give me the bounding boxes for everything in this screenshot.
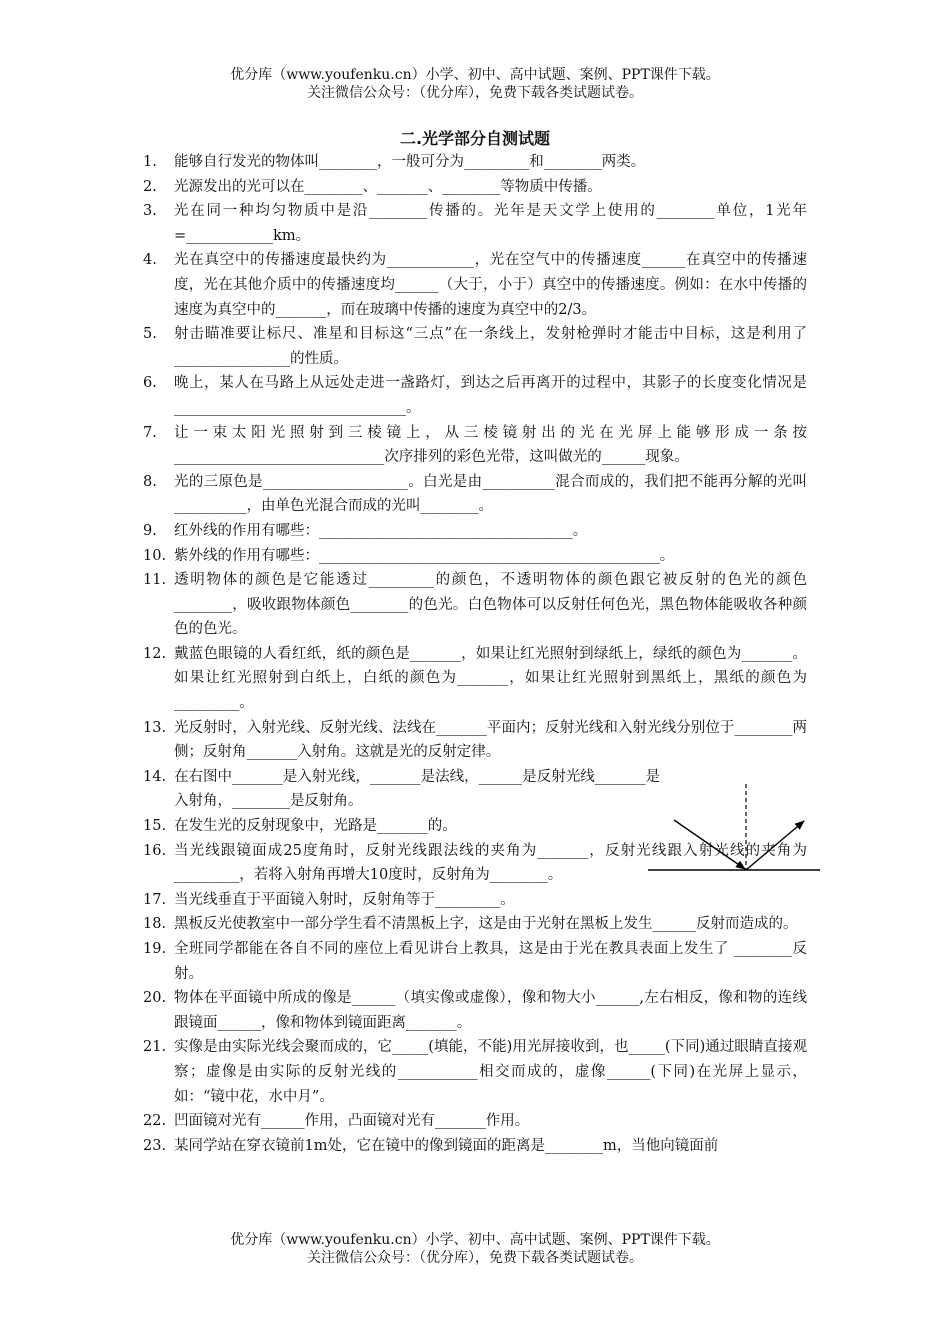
question-number: 11. xyxy=(143,572,167,589)
question-text: 光反射时，入射光线、反射光线、法线在_______平面内；反射光线和入射光线分别位于________两侧；反射角_______入射角。这就是光的反射定律。 xyxy=(174,719,807,761)
question-text: 在右图中_______是入射光线，_______是法线，______是反射光线_______是入射角，________是反射角。 xyxy=(174,768,660,810)
question-number: 18. xyxy=(143,916,167,933)
question-13 xyxy=(143,716,807,765)
question-7 xyxy=(143,421,807,470)
question-8 xyxy=(143,470,807,519)
question-number: 16. xyxy=(143,842,167,859)
question-text: 物体在平面镜中所成的像是______（填实像或虚像），像和物大小______,左右相反，像和物的连线跟镜面______，像和物体到镜面距离_______。 xyxy=(174,990,807,1031)
question-18 xyxy=(143,912,807,937)
question-text: 让一束太阳光照射到三棱镜上，从三棱镜射出的光在光屏上能够形成一条按_____________________________次序排列的彩色光带，这叫做光的______现象。 xyxy=(174,424,807,466)
page-header xyxy=(0,66,950,102)
question-4 xyxy=(143,248,807,322)
reflected-ray xyxy=(746,821,804,870)
question-text: 当光线垂直于平面镜入射时，反射角等于_________。 xyxy=(174,891,515,908)
question-text: 透明物体的颜色是它能透过_________的颜色，不透明物体的颜色跟它被反射的色光的颜色________，吸收跟物体颜色________的色光。白色物体可以反射任何色光，黑色物体能吸收各种颜色的色光。 xyxy=(174,572,807,638)
question-text: 光的三原色是____________________。白光是由__________混合而成的，我们把不能再分解的光叫__________，由单色光混合而成的光叫________。 xyxy=(174,473,807,515)
question-text: 凹面镜对光有______作用，凸面镜对光有_______作用。 xyxy=(174,1113,530,1130)
question-5 xyxy=(143,322,807,371)
question-12 xyxy=(143,642,807,716)
question-number: 3. xyxy=(143,203,157,220)
question-text: 射击瞄准要让标尺、准星和目标这“三点”在一条线上，发射枪弹时才能击中目标，这是利用了________________的性质。 xyxy=(174,326,807,367)
page-footer xyxy=(0,1231,950,1267)
header-line-1: 优分库（www.youfenku.cn）小学、初中、高中试题、案例、PPT课件下载。 xyxy=(230,67,720,83)
question-11 xyxy=(143,568,807,642)
question-2 xyxy=(143,175,807,200)
question-number: 12. xyxy=(143,645,167,662)
question-number: 9. xyxy=(143,522,157,539)
question-text: 红外线的作用有哪些：___________________________________。 xyxy=(174,522,588,539)
question-text: 紫外线的作用有哪些：_______________________________________________。 xyxy=(174,547,675,564)
question-text: 实像是由实际光线会聚而成的，它_____(填能，不能)用光屏接收到，也_____(下同)通过眼睛直接观察；虚像是由实际的反射光线的___________相交而成的，虚像______(下同)在光屏上显示，如：“镜中花，水中月”。 xyxy=(174,1039,807,1105)
question-number: 20. xyxy=(143,990,167,1007)
question-text: 光源发出的光可以在________、_______、________等物质中传播。 xyxy=(174,178,602,195)
question-text: 能够自行发光的物体叫________，一般可分为_________和________两类。 xyxy=(174,154,646,170)
question-text: 全班同学都能在各自不同的座位上看见讲台上教具，这是由于光在教具表面上发生了 ________反射。 xyxy=(174,941,807,982)
question-number: 8. xyxy=(143,473,157,490)
question-number: 13. xyxy=(143,719,167,736)
question-number: 19. xyxy=(143,941,167,957)
question-number: 10. xyxy=(143,547,167,564)
question-19 xyxy=(143,937,807,986)
question-text: 当光线跟镜面成25度角时，反射光线跟法线的夹角为_______，反射光线跟入射光线的夹角为_________，若将入射角再增大10度时，反射角为________。 xyxy=(174,842,807,884)
question-text: 光在真空中的传播速度最快约为____________，光在空气中的传播速度______在真空中的传播速度，光在其他介质中的传播速度均______（大于，小于）真空中的传播速度。例如：在水中传播的速度为真空中的_______，而在玻璃中传播的速度为真空中的2/3。 xyxy=(174,252,807,318)
question-text: 某同学站在穿衣镜前1m处，它在镜中的像到镜面的距离是________m，当他向镜面前 xyxy=(174,1137,719,1154)
question-number: 21. xyxy=(143,1039,167,1056)
reflection-diagram xyxy=(646,782,822,874)
question-21 xyxy=(143,1035,807,1109)
question-17 xyxy=(143,888,807,913)
question-number: 23. xyxy=(143,1137,167,1154)
footer-line-1: 优分库（www.youfenku.cn）小学、初中、高中试题、案例、PPT课件下载。 xyxy=(230,1232,720,1248)
question-text: 戴蓝色眼镜的人看红纸，纸的颜色是_______，如果让红光照射到绿纸上，绿纸的颜色为_______。如果让红光照射到白纸上，白纸的颜色为_______，如果让红光照射到黑纸上，黑纸的颜色为_________。 xyxy=(174,645,807,712)
question-number: 5. xyxy=(143,326,157,343)
question-text: 在发生光的反射现象中，光路是_______的。 xyxy=(174,818,457,835)
question-text: 光在同一种均匀物质中是沿________传播的。光年是天文学上使用的________单位，1光年=____________km。 xyxy=(174,203,807,244)
incident-ray xyxy=(674,820,745,869)
question-number: 2. xyxy=(143,178,157,195)
question-1 xyxy=(143,150,807,175)
question-number: 14. xyxy=(143,768,167,785)
question-23 xyxy=(143,1134,807,1159)
question-22 xyxy=(143,1109,807,1134)
question-3 xyxy=(143,199,807,248)
question-number: 7. xyxy=(143,424,157,441)
header-line-2: 关注微信公众号：（优分库），免费下载各类试题试卷。 xyxy=(307,85,643,101)
question-number: 15. xyxy=(143,818,167,835)
question-10 xyxy=(143,544,807,569)
question-14 xyxy=(143,765,660,814)
page-title: 二.光学部分自测试题 xyxy=(399,129,551,148)
question-text: 晚上，某人在马路上从远处走进一盏路灯，到达之后再离开的过程中，其影子的长度变化情况是________________________________。 xyxy=(174,375,807,416)
question-list xyxy=(143,150,807,1158)
question-20 xyxy=(143,986,807,1035)
question-number: 1. xyxy=(143,154,157,170)
question-number: 22. xyxy=(143,1113,167,1130)
question-6 xyxy=(143,371,807,420)
question-number: 17. xyxy=(143,891,167,908)
footer-line-2: 关注微信公众号：（优分库），免费下载各类试题试卷。 xyxy=(307,1250,643,1266)
question-number: 6. xyxy=(143,375,157,392)
question-9 xyxy=(143,519,807,544)
question-text: 黑板反光使教室中一部分学生看不清黑板上字，这是由于光射在黑板上发生______反射而造成的。 xyxy=(174,916,798,933)
question-number: 4. xyxy=(143,252,157,269)
